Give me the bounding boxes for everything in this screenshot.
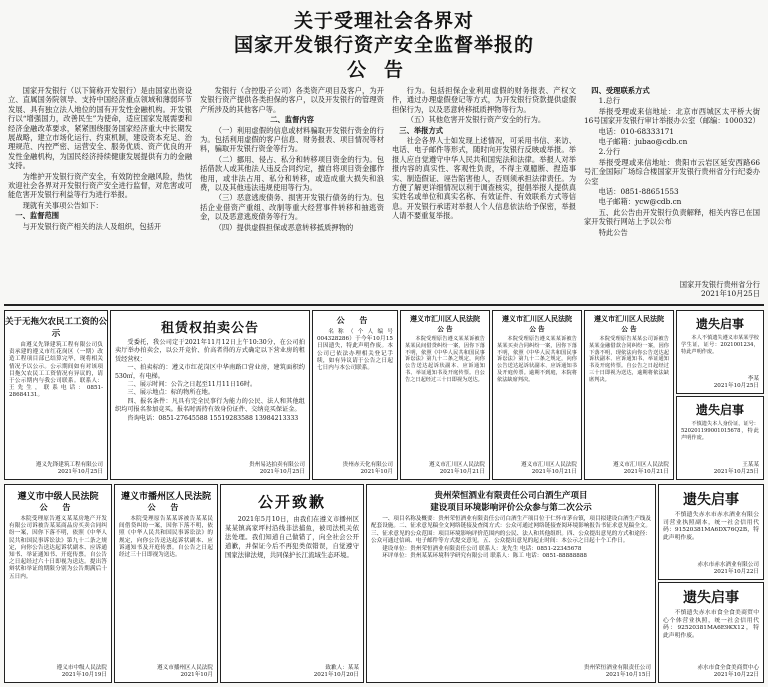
paragraph: 举报受理或来信地址：贵阳市云岩区延安西路66号汇金国际广场综合楼国家开发银行贵州省分行纪委办公室 <box>584 157 760 186</box>
small-notice-body: 名称（个人编号004328286）于今年10月15日因遗失，特此声明作废。本公司已依法办理相关登记手续，如有异议请于公告之日起七日内与本公司联系。 <box>317 329 393 372</box>
wage-notice <box>4 310 108 480</box>
section-heading: 二、监督内容 <box>270 115 314 125</box>
paragraph: （二）挪用、侵占、私分和转移项目资金的行为。包括借款人或其他法人违反合同约定，擅自将项目资金挪作他用，或非法占用、私分和转移，或造成重大损失和浪费，以及其他违法违规使用等行为。 <box>200 154 384 193</box>
lost-notice-4: 遗失启事 不慎遗失赤水市食全食美商贸中心个体营业执照，统一社会信用代码：92520381MA6E9KX12，特此声明作废。 赤水市食全食美商贸中心 2021年10月22日 <box>658 582 764 683</box>
court-notice-3: 遵义市汇川区人民法院 公 告 本院受理原告某某公司诉被告某某金融借款合同纠纷一案，因你下落不明，现依法向你公告送达起诉状副本、应诉通知书、举证通知书及开庭传票。自公告之日起经过三十日即视为送达，逾期将依法缺席判决。 遵义市汇川区人民法院 2021年10月21日 <box>584 310 674 480</box>
paragraph: 电子邮箱：ycw@cdb.cn <box>598 197 682 207</box>
paragraph: 发银行（含控股子公司）各类资产项目及客户，为开发银行资产提供各类担保的客户，以及开发银行的管理资产所涉及的其他客户等。 <box>200 86 384 114</box>
section-heading: 一、监督范围 <box>15 211 60 221</box>
paragraph: 社会各界人士如发现上述情况，可采用书信、来访、电话、电子邮件等形式，随时向开发银行反映或举报。举报人应自觉遵守中华人民共和国宪法和法律。举报人对举报内容的真实性、客观性负责，不得主观臆断、捏造事实、制造假证、诬告陷害他人，否则须承担法律责任。为方便了解更详细情况以利于调查核实，提倡举报人提供真实姓名或单位和真实名称、有效证件、有效联系方式等信息。开发银行承诺对举报人个人信息依法给予保密，举报人请不要重复举报。 <box>392 136 576 221</box>
lost-notice-3: 遗失启事 不慎遗失赤水市赤水酒业有限公司营业执照副本，统一社会信用代码：91520381MA6DX76Q2B，特此声明作废。 赤水市赤水酒业有限公司 2021年10月22日 <box>658 484 764 580</box>
paragraph: 1.总行 <box>598 96 621 106</box>
paragraph: 举报受理或来信地址：北京市西城区太平桥大街16号国家开发银行审计举报办公室（邮编：100032） <box>584 106 760 126</box>
paragraph: 2.分行 <box>598 147 621 157</box>
paragraph: 现就有关事项公告如下： <box>22 200 103 210</box>
paragraph: 五、此公告由开发银行负责解释，相关内容已在国家开发银行网站上予以公布 <box>584 207 760 227</box>
wage-signature: 遵义先锋建筑工程有限公司 2021年10月25日 <box>35 462 103 475</box>
bozhou-court-notice: 遵义市播州区人民法院 公 告 本院受理原告某某诉被告某某民间借贷纠纷一案，因你下落不明，依照《中华人民共和国民事诉讼法》的规定，向你公告送达起诉状副本、应诉通知书及开庭传票。自公告之日起经过三十日即视为送达。 遵义市播州区人民法院 2021年10月 <box>114 484 218 683</box>
paragraph: 电话：010-68333171 <box>598 126 675 136</box>
paragraph: 国家开发银行（以下简称开发银行）是由国家出资设立、直属国务院领导、支持中国经济重点领域和薄弱环节发展、具有独立法人地位的国有开发性金融机构。开发银行以“增强国力，改善民生”为使命，适应国家发展需要和经济金融改革要求，紧紧围绕服务国家经济重大中长期发展战略，建立市场化运行、约束机制，建设资本充足、治理规范、内控严密、运营安全、服务优质、资产优良的开发性金融机构，为国民经济持续健康发展提供有力的金融支持。 <box>8 86 192 171</box>
section-heading: 四、受理联系方式 <box>591 86 650 95</box>
main-signature: 国家开发银行贵州省分行 2021年10月25日 <box>679 280 760 299</box>
paragraph: 行为。包括担保企业利用虚假的财务报表、产权文件，通过办理虚假登记等方式，为开发银行贷款提供虚假担保行为，以及恶意转移抵质押物等行为。 <box>392 86 576 114</box>
paragraph: 特此公告 <box>598 227 628 237</box>
court-notice-1: 遵义市汇川区人民法院 公 告 本院受理原告遵义某某诉被告某某民间借贷纠纷一案，因你下落不明，依照《中华人民共和国民事诉讼法》第九十二条之规定，向你公告送达起诉状副本、应诉通知书、举证通知书及开庭传票。自公告之日起经过三十日即视为送达。 遵义市汇川区人民法院 2021年10月21日 <box>400 310 490 480</box>
court-notice-body: 本院受理原告遵义某某诉被告某某民间借贷纠纷一案，因你下落不明，依照《中华人民共和国民事诉讼法》第九十二条之规定，向你公告送达起诉状副本、应诉通知书、举证通知书及开庭传票。自公告之日起经过三十日即视为送达。 <box>405 336 485 383</box>
lease-title: 租赁权拍卖公告 <box>160 321 259 336</box>
main-col-1 <box>8 86 192 294</box>
divider <box>4 304 764 306</box>
wage-body: 由遵义先锋建筑工程有限公司负责承建的遵义市红花岗区（一期）改造工程项目部已结算完毕，现将相关情况予以公示。公示期间如有对该项目拖欠农民工工资情况有异议的，请于公示期内与我公司联系。联系人：王先生，联系电话：0851-28684131。 <box>9 342 103 399</box>
lost-notice-2: 遗失启事 不慎遗失本人身份证，证号：520201199001015678，特此声明作废。 王某某 2021年10月25日 <box>676 396 764 480</box>
paragraph: （三）恶意逃废债务、损害开发银行债务的行为。包括企业借资产重组、改制等重大经营事件转移和抽逃资金，以及恶意逃废债务等行为。 <box>200 193 384 222</box>
paragraph: 为维护开发银行资产安全，有效防控金融风险，热忱欢迎社会各界对开发银行资产安全进行监督，对危害或可能危害开发银行利益等行为进行举报。 <box>8 171 192 200</box>
court-notice-body: 本院受理原告某某公司诉被告某某金融借款合同纠纷一案，因你下落不明，现依法向你公告送达起诉状副本、应诉通知书、举证通知书及开庭传票。自公告之日起经过三十日即视为送达，逾期将依法缺席判决。 <box>589 336 669 383</box>
small-notice-signature: 贵州赤天化有限公司 2021年10月 <box>342 462 393 475</box>
main-title-line1: 关于受理社会各界对 <box>293 10 474 32</box>
intermediate-court-notice: 遵义市中级人民法院 公 告 本院受理原告遵义某某房地产开发有限公司诉被告某某商品房买卖合同纠纷一案，因你下落不明，依照《中华人民共和国民事诉讼法》第九十二条之规定，向你公告送达起诉状副本、应诉通知书、举证通知书、开庭传票。自公告之日起经过六十日即视为送达。提出答辩状和举证的期限分别为公告期满后十五日内。 遵义市中级人民法院 2021年10月19日 <box>4 484 112 683</box>
court-notice-body: 本院受理原告遵义某某诉被告某某买卖合同纠纷一案，因你下落不明，依照《中华人民共和国民事诉讼法》第九十二条之规定，向你公告送达起诉状副本、应诉通知书及开庭传票。逾期不到庭，本院将依法缺席判决。 <box>497 336 577 383</box>
paragraph: 与开发银行资产相关的法人及组织，包括开 <box>22 221 162 231</box>
paragraph: 电话：0851-88651553 <box>598 187 679 197</box>
main-title-line3: 公告 <box>346 59 421 81</box>
main-col-2 <box>200 86 384 294</box>
small-notice-title: 公 告 <box>336 316 374 325</box>
small-notice <box>312 310 398 480</box>
eia-public-notice: 贵州荣恒酒业有限责任公司白酒生产项目 建设项目环境影响评价公众参与第二次公示 一、项目名称及概要：贵州荣恒酒业有限责任公司白酒生产项目位于仁怀市茅台镇，项目拟建设白酒生产线及配套设施。二、征求意见稿全文网络链接及查阅方式：公众可通过网络链接查阅环境影响报告书征求意见稿全文。三、征求意见的公众范围：项目环境影响评价范围内的公民、法人和其他组织。四、公众提出意见的方式和途径：公众可通过信函、电子邮件等方式提交意见。五、公众提出意见的起止时间：本公示之日起十个工作日。 建设单位：贵州荣恒酒业有限责任公司 联系人：龙先生 电话：0851-22345678 环评单位：贵州某某环境科学研究有限公司 联系人：陈工 电话：0851-88888888 贵州荣恒酒业有限责任公司 2021年10月15日 <box>366 484 656 683</box>
paragraph: （五）其他危害开发银行资产安全的行为。 <box>406 115 546 125</box>
main-col-4 <box>584 86 760 276</box>
lease-signature: 贵州易达拍卖有限公司 2021年10月25日 <box>249 462 305 475</box>
public-apology: 公开致歉 2021年5月10日，由我们在遵义市播州区某某镇高家坪村沿线非法捕鱼，被司法机关依法处理。我们知道自己做错了，向全社会公开道歉，并保证今后不再犯类似错误，自觉遵守国家法律法规，共同保护长江流域生态环境。 致歉人：某某 2021年10月20日 <box>220 484 364 683</box>
lost-notice-1: 遗失启事 本人不慎遗失遵义市某某学校学生证，证号：2021001234，特此声明作废。 李某 2021年10月25日 <box>676 310 764 394</box>
lease-body: 受委托，我公司定于2021年11月12日上午10:30分，在公司拍卖厅举办拍卖会，以公开竞价、价高者得的方式确定以下营业房的租赁经营权： 一、拍卖标的：遵义市红花岗区中华南路口营业房，建筑面积约530㎡，有电梯。 二、展示时间：公告之日起至11月11日16时。 三、展示地点：标的物所在地。 四、报名条件：凡具有完全民事行为能力的公民、法人和其他组织均可报名参加竞买。报名时需持有效身份证件、交纳竞买保证金。 咨询电话：0851-27645588 15519283588 13984213333 <box>115 339 305 422</box>
wage-title: 关于无拖欠农民工工资的公示 <box>5 317 108 339</box>
lease-auction-notice <box>110 310 310 480</box>
section-heading: 三、举报方式 <box>399 125 444 135</box>
main-col-3 <box>392 86 576 294</box>
paragraph: 电子邮箱：jubao@cdb.cn <box>598 137 688 147</box>
paragraph: （四）提供虚假担保或恶意转移抵质押物的 <box>214 222 354 232</box>
main-title-line2: 国家开发银行资产安全监督举报的 <box>233 34 534 56</box>
paragraph: （一）利用虚假的信息或材料骗取开发银行资金的行为。包括利用虚假的客户信息、财务报表、项目情况等材料，骗取开发银行资金等行为。 <box>200 125 384 154</box>
court-notice-2: 遵义市汇川区人民法院 公 告 本院受理原告遵义某某诉被告某某买卖合同纠纷一案，因你下落不明，依照《中华人民共和国民事诉讼法》第九十二条之规定，向你公告送达起诉状副本、应诉通知书及开庭传票。逾期不到庭，本院将依法缺席判决。 遵义市汇川区人民法院 2021年10月21日 <box>492 310 582 480</box>
